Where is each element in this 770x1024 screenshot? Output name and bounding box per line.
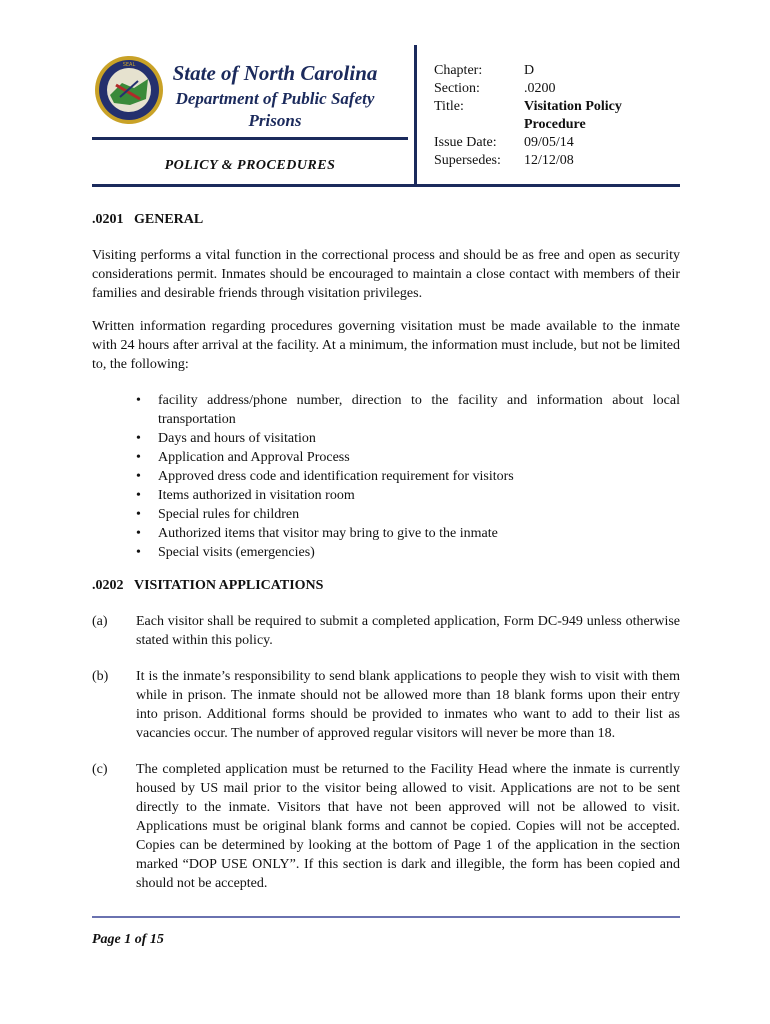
item-text: The completed application must be returned to the Facility Head where the inmate is currently housed by US mail prior to the visitor being allowed to visit. Applications are not to be sent directly to the inmate. Visitors that have not been approved will not be allowed to visit. Applications must be original blank forms and cannot be copied. Copies will not be accepted. Copies can be determined by looking at the bottom of Page 1 of the application in the section marked “DOP USE ONLY”. If this section is dark and illegible, the form has been copied and should not be accepted. bbox=[136, 762, 680, 891]
list-item bbox=[92, 612, 680, 650]
bullet-list bbox=[92, 391, 680, 562]
section-heading-general bbox=[92, 210, 680, 229]
section-number: .0202 bbox=[92, 578, 124, 593]
meta-value: D bbox=[524, 63, 535, 78]
item-text: Each visitor shall be required to submit a completed application, Form DC-949 unless otherwise stated within this policy. bbox=[136, 614, 680, 648]
list-item: • facility address/phone number, direction to the facility and information about local transportation bbox=[136, 393, 680, 427]
list-item bbox=[92, 760, 680, 893]
meta-value: 12/12/08 bbox=[524, 153, 574, 168]
meta-row-section bbox=[434, 80, 674, 98]
item-text: It is the inmate’s responsibility to send blank applications to people they wish to visit with them while in prison. The inmate should not be allowed more than 18 blank forms upon their entry into prison. Additional forms should be provided to inmates who want to add to their list as vacancies occur. The number of approved regular visitors will never be more than 18. bbox=[136, 669, 680, 741]
item-label: (a) bbox=[92, 614, 108, 629]
agency-heading bbox=[165, 60, 385, 132]
header-vertical-divider bbox=[414, 45, 417, 187]
meta-value: Procedure bbox=[524, 117, 586, 132]
meta-key: Issue Date: bbox=[434, 135, 497, 150]
list-item: • Items authorized in visitation room bbox=[136, 488, 355, 503]
meta-row-issue-date bbox=[434, 134, 674, 152]
policy-label: POLICY & PROCEDURES bbox=[164, 158, 336, 173]
meta-row-chapter bbox=[434, 62, 674, 80]
item-label: (c) bbox=[92, 762, 108, 777]
meta-value: Visitation Policy bbox=[524, 99, 622, 114]
department-name: Department of Public Safety bbox=[175, 89, 375, 108]
item-label: (b) bbox=[92, 669, 109, 684]
svg-text:SEAL: SEAL bbox=[122, 62, 136, 68]
section-title: GENERAL bbox=[134, 212, 204, 227]
document-body bbox=[92, 210, 680, 893]
list-item: • Days and hours of visitation bbox=[136, 431, 316, 446]
division-name: Prisons bbox=[248, 111, 302, 130]
state-seal-logo bbox=[94, 55, 164, 125]
meta-row-supersedes bbox=[434, 152, 674, 170]
list-item: • Authorized items that visitor may bring to give to the inmate bbox=[136, 526, 498, 541]
section-title: VISITATION APPLICATIONS bbox=[134, 578, 324, 593]
header-divider bbox=[92, 137, 408, 140]
meta-row-title bbox=[434, 98, 674, 116]
meta-value: 09/05/14 bbox=[524, 135, 574, 150]
state-name: State of North Carolina bbox=[172, 61, 378, 85]
document-metadata bbox=[434, 62, 674, 170]
section-heading-visitation-applications bbox=[92, 576, 680, 595]
paragraph: Written information regarding procedures governing visitation must be made available to the inmate with 24 hours after arrival at the facility. At a minimum, the information must include, but not be limited to, the following: bbox=[92, 319, 680, 372]
list-item: • Application and Approval Process bbox=[136, 450, 350, 465]
section-number: .0201 bbox=[92, 212, 124, 227]
meta-row-title-cont bbox=[434, 116, 674, 134]
meta-value: .0200 bbox=[524, 81, 556, 96]
list-item: • Approved dress code and identification requirement for visitors bbox=[136, 469, 514, 484]
meta-key: Supersedes: bbox=[434, 153, 501, 168]
meta-key: Chapter: bbox=[434, 63, 483, 78]
list-item: • Special visits (emergencies) bbox=[136, 545, 315, 560]
paragraph: Visiting performs a vital function in the correctional process and should be as free and open as security considerations permit. Inmates should be encouraged to maintain a close contact with members of their families and desirable friends through visitation privileges. bbox=[92, 248, 680, 301]
footer-divider bbox=[92, 916, 680, 918]
list-item bbox=[92, 667, 680, 743]
meta-key bbox=[434, 116, 524, 134]
meta-key: Title: bbox=[434, 99, 464, 114]
meta-key: Section: bbox=[434, 81, 480, 96]
list-item: • Special rules for children bbox=[136, 507, 300, 522]
page-number: Page 1 of 15 bbox=[92, 932, 164, 947]
header-bottom-rule bbox=[92, 184, 680, 187]
